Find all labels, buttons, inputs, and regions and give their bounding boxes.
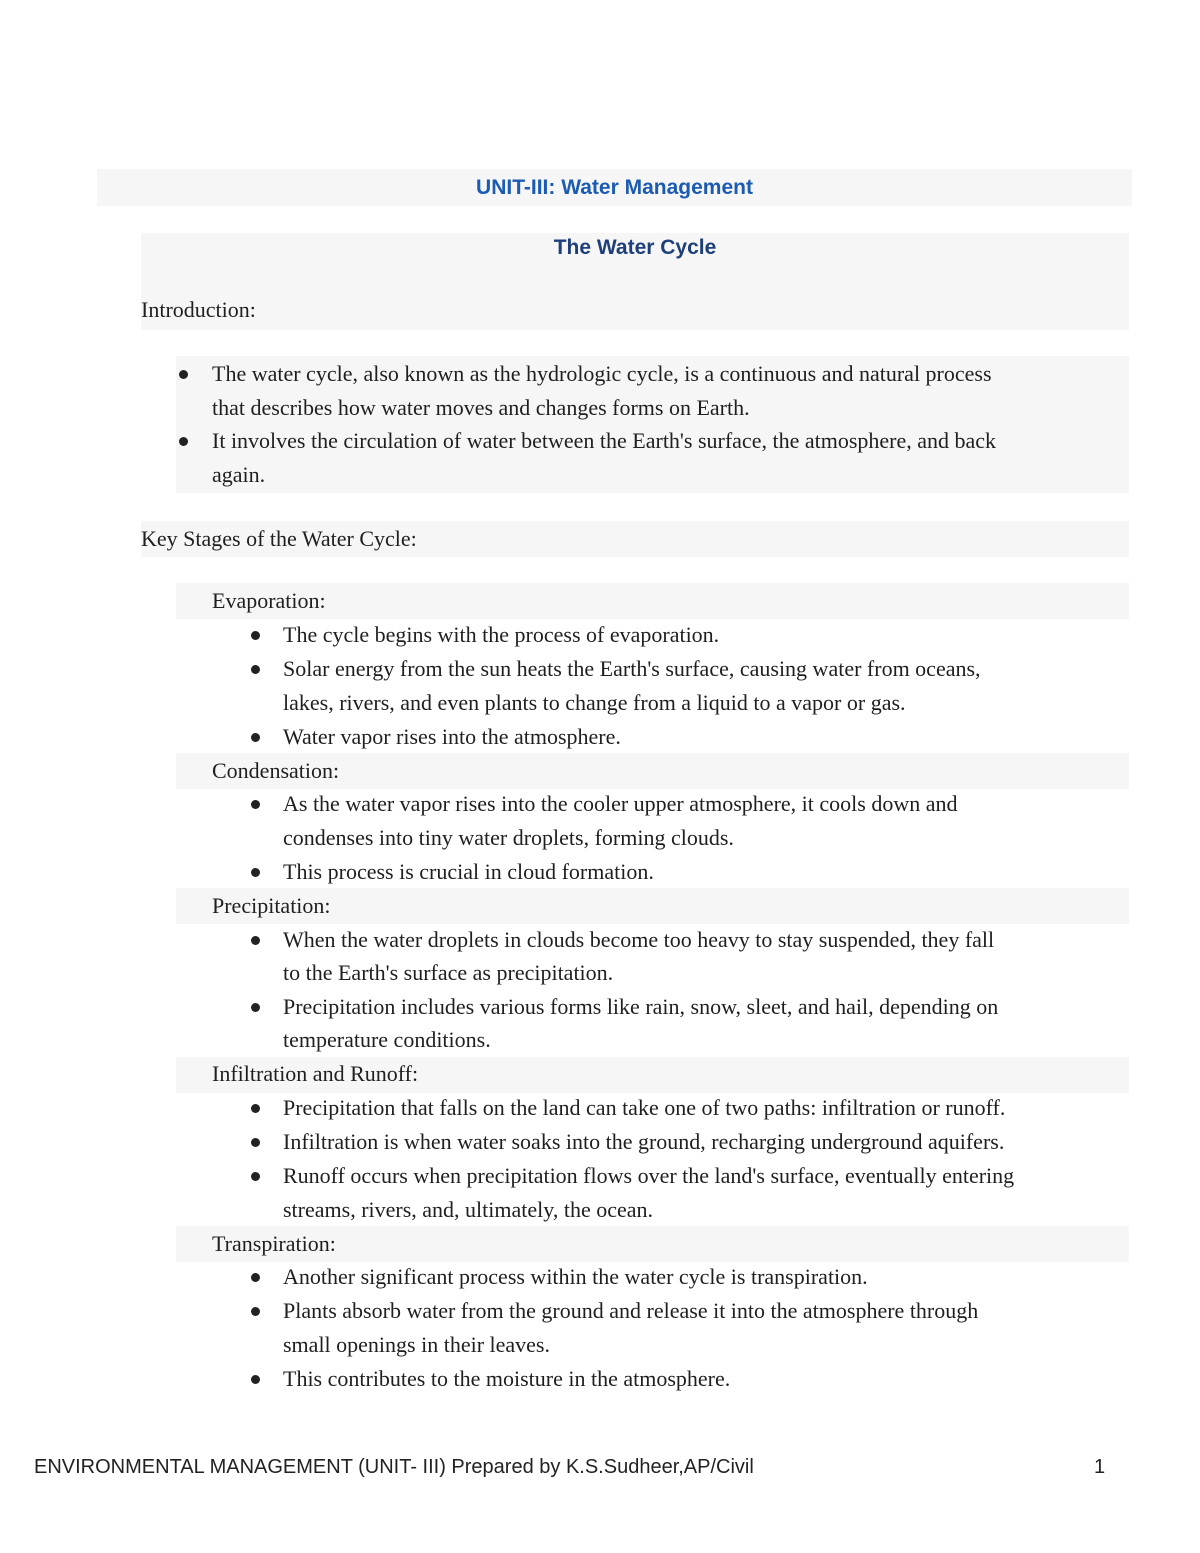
stage-heading-infiltration: Infiltration and Runoff: [212, 1061, 419, 1086]
unit-title: UNIT-III: Water Management [97, 169, 1132, 206]
stage-line: Solar energy from the sun heats the Earth's surface, causing water from oceans, [283, 656, 981, 681]
bullet-icon [251, 631, 260, 640]
stage-line: lakes, rivers, and even plants to change from a liquid to a vapor or gas. [283, 690, 906, 715]
bullet-icon [251, 1138, 260, 1147]
stage-line: As the water vapor rises into the cooler upper atmosphere, it cools down and [283, 791, 958, 816]
stage-heading-evaporation: Evaporation: [212, 588, 326, 613]
key-stages-heading: Key Stages of the Water Cycle: [141, 526, 417, 551]
bullet-icon [251, 936, 260, 945]
stage-heading-precipitation: Precipitation: [212, 893, 331, 918]
intro-heading: Introduction: [141, 297, 256, 322]
bullet-icon [251, 1104, 260, 1113]
stage-line: condenses into tiny water droplets, forming clouds. [283, 825, 734, 850]
stage-line: streams, rivers, and, ultimately, the ocean. [283, 1197, 654, 1222]
bullet-icon [179, 370, 188, 379]
stage-line: Runoff occurs when precipitation flows over the land's surface, eventually entering [283, 1163, 1015, 1188]
stage-line: Plants absorb water from the ground and release it into the atmosphere through [283, 1298, 979, 1323]
stage-line: The cycle begins with the process of evaporation. [283, 622, 720, 647]
stage-line: This contributes to the moisture in the atmosphere. [283, 1366, 731, 1391]
bullet-icon [251, 1307, 260, 1316]
stage-line: Infiltration is when water soaks into the ground, recharging underground aquifers. [283, 1129, 1005, 1154]
stage-line: to the Earth's surface as precipitation. [283, 960, 614, 985]
section-title: The Water Cycle [553, 236, 717, 259]
stage-line: When the water droplets in clouds become too heavy to stay suspended, they fall [283, 927, 995, 952]
bullet-icon [251, 800, 260, 809]
stage-heading-condensation: Condensation: [212, 758, 340, 783]
bullet-icon [251, 868, 260, 877]
stage-heading-transpiration: Transpiration: [212, 1231, 336, 1256]
intro-line: It involves the circulation of water between the Earth's surface, the atmosphere, and back [212, 428, 997, 453]
intro-line: again. [212, 462, 266, 487]
stage-line: temperature conditions. [283, 1027, 491, 1052]
bullet-icon [251, 1273, 260, 1282]
stage-line: Precipitation that falls on the land can take one of two paths: infiltration or runoff. [283, 1095, 1006, 1120]
stage-line: small openings in their leaves. [283, 1332, 550, 1357]
page-number: 1 [1094, 1456, 1106, 1478]
stage-line: This process is crucial in cloud formation. [283, 859, 654, 884]
bullet-icon [251, 665, 260, 674]
intro-line: The water cycle, also known as the hydrologic cycle, is a continuous and natural process [212, 361, 992, 386]
stage-line: Precipitation includes various forms like rain, snow, sleet, and hail, depending on [283, 994, 999, 1019]
bullet-icon [251, 1172, 260, 1181]
bullet-icon [251, 1003, 260, 1012]
footer-text: ENVIRONMENTAL MANAGEMENT (UNIT- III) Prepared by K.S.Sudheer,AP/Civil [34, 1456, 754, 1478]
stage-line: Water vapor rises into the atmosphere. [283, 724, 621, 749]
intro-line: that describes how water moves and changes forms on Earth. [212, 395, 750, 420]
bullet-icon [251, 733, 260, 742]
stage-line: Another significant process within the water cycle is transpiration. [283, 1264, 868, 1289]
bullet-icon [251, 1375, 260, 1384]
bullet-icon [179, 437, 188, 446]
